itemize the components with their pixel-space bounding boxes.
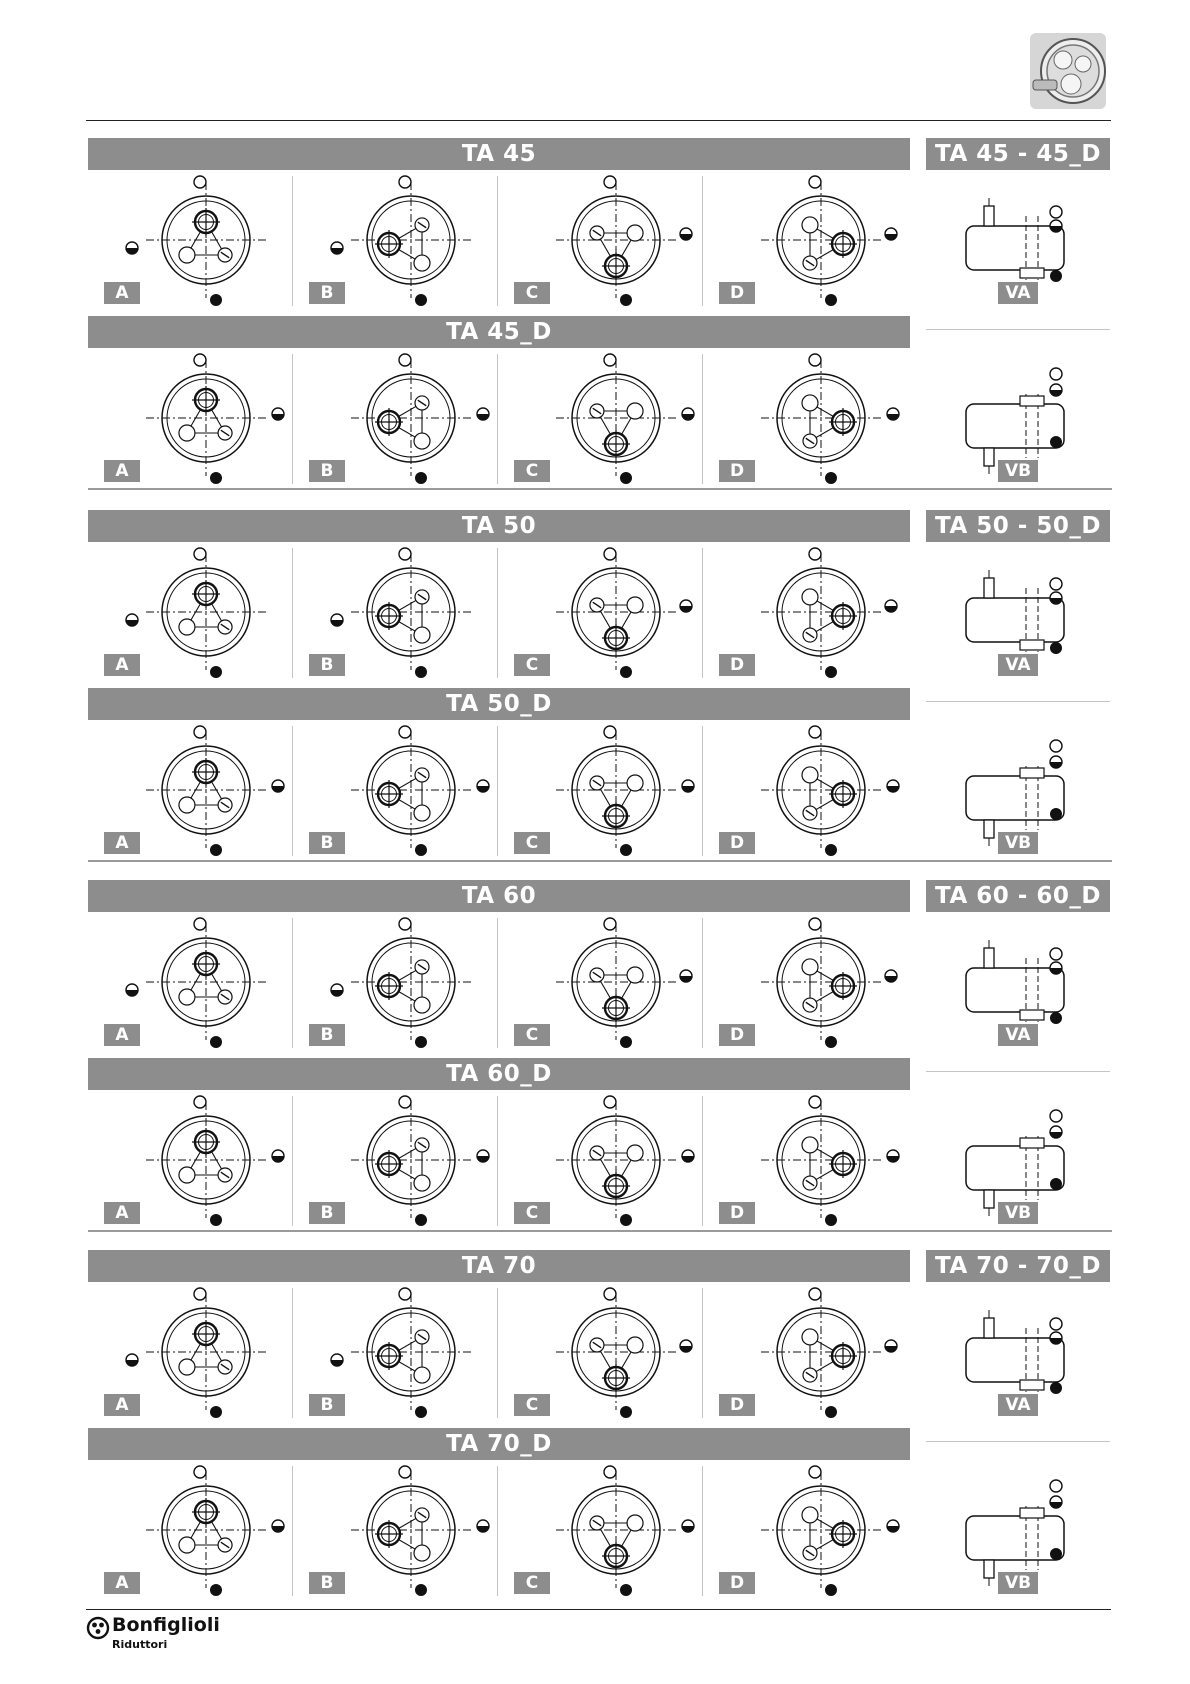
vent-plug-icon bbox=[194, 176, 206, 188]
position-badge: D bbox=[719, 1394, 755, 1416]
mounting-position-cell bbox=[88, 918, 292, 1048]
level-plug-icon bbox=[477, 1150, 489, 1162]
mounting-group bbox=[88, 138, 1112, 498]
mounting-type-badge: VA bbox=[998, 1024, 1038, 1046]
drain-plug-icon bbox=[620, 1406, 632, 1418]
mounting-position-cell bbox=[498, 1288, 702, 1418]
vent-plug-icon bbox=[399, 726, 411, 738]
mounting-position-cell bbox=[498, 726, 702, 856]
level-plug-icon bbox=[331, 242, 343, 254]
mounting-position-cell bbox=[498, 176, 702, 306]
mounting-position-cell bbox=[293, 1466, 497, 1596]
group-bottom-rule bbox=[88, 1230, 1112, 1232]
drain-plug-icon bbox=[620, 1214, 632, 1226]
level-plug-icon bbox=[1050, 384, 1062, 396]
drain-plug-icon bbox=[1050, 1012, 1062, 1024]
drain-plug-icon bbox=[210, 1584, 222, 1596]
level-plug-icon bbox=[272, 408, 284, 420]
mounting-position-cell bbox=[293, 918, 497, 1048]
level-plug-icon bbox=[331, 614, 343, 626]
vent-plug-icon bbox=[399, 548, 411, 560]
vent-plug-icon bbox=[399, 354, 411, 366]
drain-plug-icon bbox=[415, 666, 427, 678]
level-plug-icon bbox=[1050, 1332, 1062, 1344]
side-divider bbox=[926, 701, 1110, 702]
drain-plug-icon bbox=[210, 666, 222, 678]
level-plug-icon bbox=[885, 1340, 897, 1352]
drain-plug-icon bbox=[415, 1406, 427, 1418]
mounting-position-cell bbox=[293, 1096, 497, 1226]
level-plug-icon bbox=[272, 1150, 284, 1162]
drain-plug-icon bbox=[415, 1036, 427, 1048]
position-badge: B bbox=[309, 282, 345, 304]
cell-separator bbox=[702, 726, 703, 856]
vent-plug-icon bbox=[1050, 206, 1062, 218]
position-badge: C bbox=[514, 1572, 550, 1594]
level-plug-icon bbox=[887, 780, 899, 792]
cell-separator bbox=[497, 1288, 498, 1418]
position-badge: A bbox=[104, 460, 140, 482]
level-plug-icon bbox=[680, 600, 692, 612]
side-title-bar: TA 50 - 50_D bbox=[926, 510, 1110, 542]
drain-plug-icon bbox=[1050, 642, 1062, 654]
gearbox-vb-cell bbox=[926, 1096, 1110, 1226]
mounting-position-cell bbox=[293, 548, 497, 678]
level-plug-icon bbox=[126, 242, 138, 254]
side-divider bbox=[926, 329, 1110, 330]
position-badge: D bbox=[719, 1202, 755, 1224]
vent-plug-icon bbox=[809, 1466, 821, 1478]
position-badge: B bbox=[309, 460, 345, 482]
level-plug-icon bbox=[887, 408, 899, 420]
vent-plug-icon bbox=[1050, 578, 1062, 590]
drain-plug-icon bbox=[1050, 436, 1062, 448]
footer-logo bbox=[86, 1614, 256, 1658]
mounting-position-cell bbox=[498, 1096, 702, 1226]
drain-plug-icon bbox=[620, 294, 632, 306]
cell-separator bbox=[292, 726, 293, 856]
drain-plug-icon bbox=[415, 844, 427, 856]
vent-plug-icon bbox=[1050, 1480, 1062, 1492]
group-bottom-rule bbox=[88, 860, 1112, 862]
level-plug-icon bbox=[1050, 756, 1062, 768]
drain-plug-icon bbox=[210, 1214, 222, 1226]
vent-plug-icon bbox=[194, 548, 206, 560]
vent-plug-icon bbox=[809, 726, 821, 738]
mounting-position-cell bbox=[293, 176, 497, 306]
level-plug-icon bbox=[1050, 220, 1062, 232]
drain-plug-icon bbox=[1050, 1548, 1062, 1560]
section-title-bar: TA 50 bbox=[88, 510, 910, 542]
group-bottom-rule bbox=[88, 488, 1112, 490]
position-badge: A bbox=[104, 1572, 140, 1594]
mounting-position-cell bbox=[703, 1288, 907, 1418]
vent-plug-icon bbox=[194, 918, 206, 930]
vent-plug-icon bbox=[604, 726, 616, 738]
cell-separator bbox=[497, 726, 498, 856]
drain-plug-icon bbox=[620, 844, 632, 856]
position-badge: C bbox=[514, 1394, 550, 1416]
vent-plug-icon bbox=[1050, 368, 1062, 380]
mounting-position-cell bbox=[498, 1466, 702, 1596]
cell-separator bbox=[292, 1466, 293, 1596]
drain-plug-icon bbox=[210, 1036, 222, 1048]
drain-plug-icon bbox=[825, 666, 837, 678]
level-plug-icon bbox=[680, 970, 692, 982]
level-plug-icon bbox=[126, 1354, 138, 1366]
cell-separator bbox=[497, 176, 498, 306]
mounting-type-badge: VA bbox=[998, 1394, 1038, 1416]
vent-plug-icon bbox=[194, 726, 206, 738]
position-badge: B bbox=[309, 1024, 345, 1046]
mounting-type-badge: VA bbox=[998, 282, 1038, 304]
vent-plug-icon bbox=[809, 176, 821, 188]
level-plug-icon bbox=[1050, 962, 1062, 974]
gearbox-va-cell bbox=[926, 548, 1110, 678]
vent-plug-icon bbox=[809, 1096, 821, 1108]
position-badge: B bbox=[309, 654, 345, 676]
vent-plug-icon bbox=[604, 1096, 616, 1108]
drain-plug-icon bbox=[825, 1036, 837, 1048]
cell-separator bbox=[702, 918, 703, 1048]
cell-separator bbox=[497, 1466, 498, 1596]
reducer-thumbnail-icon bbox=[1027, 30, 1109, 112]
level-plug-icon bbox=[1050, 592, 1062, 604]
vent-plug-icon bbox=[194, 354, 206, 366]
level-plug-icon bbox=[682, 1520, 694, 1532]
mounting-position-cell bbox=[703, 548, 907, 678]
level-plug-icon bbox=[682, 1150, 694, 1162]
drain-plug-icon bbox=[620, 1036, 632, 1048]
drain-plug-icon bbox=[210, 1406, 222, 1418]
gearbox-vb-cell bbox=[926, 726, 1110, 856]
level-plug-icon bbox=[885, 228, 897, 240]
cell-separator bbox=[497, 354, 498, 484]
position-badge: B bbox=[309, 1394, 345, 1416]
mounting-position-cell bbox=[498, 918, 702, 1048]
vent-plug-icon bbox=[194, 1288, 206, 1300]
drain-plug-icon bbox=[620, 472, 632, 484]
brand-subtitle: Riduttori bbox=[112, 1638, 168, 1651]
vent-plug-icon bbox=[399, 176, 411, 188]
position-badge: A bbox=[104, 1024, 140, 1046]
drain-plug-icon bbox=[825, 1584, 837, 1596]
position-badge: C bbox=[514, 1024, 550, 1046]
position-badge: B bbox=[309, 1202, 345, 1224]
vent-plug-icon bbox=[604, 1288, 616, 1300]
vent-plug-icon bbox=[809, 354, 821, 366]
vent-plug-icon bbox=[604, 918, 616, 930]
position-badge: D bbox=[719, 282, 755, 304]
position-badge: A bbox=[104, 832, 140, 854]
vent-plug-icon bbox=[604, 1466, 616, 1478]
level-plug-icon bbox=[126, 614, 138, 626]
mounting-position-cell bbox=[703, 176, 907, 306]
gearbox-vb-cell bbox=[926, 1466, 1110, 1596]
vent-plug-icon bbox=[809, 548, 821, 560]
cell-separator bbox=[292, 548, 293, 678]
section-title-bar: TA 60 bbox=[88, 880, 910, 912]
gearbox-va-cell bbox=[926, 1288, 1110, 1418]
cell-separator bbox=[702, 548, 703, 678]
drain-plug-icon bbox=[1050, 1382, 1062, 1394]
level-plug-icon bbox=[126, 984, 138, 996]
vent-plug-icon bbox=[399, 1288, 411, 1300]
cell-separator bbox=[702, 176, 703, 306]
vent-plug-icon bbox=[604, 176, 616, 188]
vent-plug-icon bbox=[399, 918, 411, 930]
drain-plug-icon bbox=[1050, 1178, 1062, 1190]
section-title-bar: TA 45 bbox=[88, 138, 910, 170]
mounting-type-badge: VB bbox=[998, 1572, 1038, 1594]
header-rule bbox=[86, 120, 1111, 121]
drain-plug-icon bbox=[415, 1214, 427, 1226]
brand-name: Bonfiglioli bbox=[112, 1614, 220, 1636]
gearbox-vb-cell bbox=[926, 354, 1110, 484]
level-plug-icon bbox=[1050, 1126, 1062, 1138]
position-badge: C bbox=[514, 1202, 550, 1224]
side-title-bar: TA 45 - 45_D bbox=[926, 138, 1110, 170]
vent-plug-icon bbox=[1050, 948, 1062, 960]
gearbox-va-cell bbox=[926, 918, 1110, 1048]
drain-plug-icon bbox=[1050, 270, 1062, 282]
level-plug-icon bbox=[887, 1150, 899, 1162]
vent-plug-icon bbox=[1050, 1110, 1062, 1122]
position-badge: D bbox=[719, 832, 755, 854]
drain-plug-icon bbox=[825, 1214, 837, 1226]
cell-separator bbox=[497, 918, 498, 1048]
mounting-position-cell bbox=[88, 354, 292, 484]
cell-separator bbox=[292, 176, 293, 306]
cell-separator bbox=[292, 918, 293, 1048]
position-badge: D bbox=[719, 654, 755, 676]
position-badge: D bbox=[719, 1572, 755, 1594]
drain-plug-icon bbox=[415, 472, 427, 484]
mounting-position-cell bbox=[88, 1096, 292, 1226]
section-title-bar-d: TA 45_D bbox=[88, 316, 910, 348]
mounting-type-badge: VB bbox=[998, 460, 1038, 482]
cell-separator bbox=[702, 1466, 703, 1596]
mounting-position-cell bbox=[703, 726, 907, 856]
drain-plug-icon bbox=[825, 472, 837, 484]
position-badge: A bbox=[104, 282, 140, 304]
mounting-position-cell bbox=[703, 354, 907, 484]
mounting-position-cell bbox=[293, 726, 497, 856]
drain-plug-icon bbox=[825, 844, 837, 856]
level-plug-icon bbox=[331, 1354, 343, 1366]
mounting-position-cell bbox=[88, 726, 292, 856]
cell-separator bbox=[702, 1288, 703, 1418]
mounting-position-cell bbox=[293, 354, 497, 484]
section-title-bar: TA 70 bbox=[88, 1250, 910, 1282]
position-badge: A bbox=[104, 654, 140, 676]
position-badge: D bbox=[719, 1024, 755, 1046]
side-divider bbox=[926, 1071, 1110, 1072]
drain-plug-icon bbox=[210, 294, 222, 306]
bonfiglioli-logo-icon bbox=[86, 1616, 110, 1640]
mounting-type-badge: VB bbox=[998, 1202, 1038, 1224]
drain-plug-icon bbox=[825, 294, 837, 306]
position-badge: A bbox=[104, 1202, 140, 1224]
position-badge: C bbox=[514, 460, 550, 482]
level-plug-icon bbox=[680, 1340, 692, 1352]
level-plug-icon bbox=[477, 408, 489, 420]
side-title-bar: TA 60 - 60_D bbox=[926, 880, 1110, 912]
vent-plug-icon bbox=[1050, 1318, 1062, 1330]
vent-plug-icon bbox=[194, 1096, 206, 1108]
mounting-position-cell bbox=[703, 1466, 907, 1596]
cell-separator bbox=[497, 548, 498, 678]
position-badge: C bbox=[514, 654, 550, 676]
mounting-position-cell bbox=[88, 176, 292, 306]
level-plug-icon bbox=[682, 780, 694, 792]
level-plug-icon bbox=[887, 1520, 899, 1532]
vent-plug-icon bbox=[399, 1096, 411, 1108]
level-plug-icon bbox=[885, 600, 897, 612]
drain-plug-icon bbox=[620, 666, 632, 678]
level-plug-icon bbox=[272, 1520, 284, 1532]
drain-plug-icon bbox=[825, 1406, 837, 1418]
vent-plug-icon bbox=[604, 548, 616, 560]
drain-plug-icon bbox=[210, 844, 222, 856]
level-plug-icon bbox=[477, 780, 489, 792]
mounting-position-cell bbox=[293, 1288, 497, 1418]
mounting-group bbox=[88, 880, 1112, 1240]
mounting-group bbox=[88, 1250, 1112, 1610]
vent-plug-icon bbox=[809, 1288, 821, 1300]
level-plug-icon bbox=[682, 408, 694, 420]
mounting-position-cell bbox=[88, 548, 292, 678]
cell-separator bbox=[497, 1096, 498, 1226]
drain-plug-icon bbox=[210, 472, 222, 484]
position-badge: D bbox=[719, 460, 755, 482]
level-plug-icon bbox=[1050, 1496, 1062, 1508]
section-title-bar-d: TA 50_D bbox=[88, 688, 910, 720]
position-badge: B bbox=[309, 1572, 345, 1594]
drain-plug-icon bbox=[1050, 808, 1062, 820]
side-title-bar: TA 70 - 70_D bbox=[926, 1250, 1110, 1282]
position-badge: C bbox=[514, 832, 550, 854]
cell-separator bbox=[292, 354, 293, 484]
cell-separator bbox=[292, 1096, 293, 1226]
footer-rule bbox=[86, 1609, 1111, 1610]
cell-separator bbox=[292, 1288, 293, 1418]
position-badge: A bbox=[104, 1394, 140, 1416]
drain-plug-icon bbox=[415, 1584, 427, 1596]
mounting-position-cell bbox=[703, 1096, 907, 1226]
vent-plug-icon bbox=[604, 354, 616, 366]
level-plug-icon bbox=[680, 228, 692, 240]
vent-plug-icon bbox=[399, 1466, 411, 1478]
section-title-bar-d: TA 60_D bbox=[88, 1058, 910, 1090]
vent-plug-icon bbox=[1050, 740, 1062, 752]
drain-plug-icon bbox=[620, 1584, 632, 1596]
mounting-position-cell bbox=[498, 548, 702, 678]
position-badge: C bbox=[514, 282, 550, 304]
mounting-position-cell bbox=[498, 354, 702, 484]
level-plug-icon bbox=[331, 984, 343, 996]
side-divider bbox=[926, 1441, 1110, 1442]
vent-plug-icon bbox=[809, 918, 821, 930]
level-plug-icon bbox=[272, 780, 284, 792]
gearbox-va-cell bbox=[926, 176, 1110, 306]
cell-separator bbox=[702, 1096, 703, 1226]
level-plug-icon bbox=[885, 970, 897, 982]
mounting-type-badge: VA bbox=[998, 654, 1038, 676]
section-title-bar-d: TA 70_D bbox=[88, 1428, 910, 1460]
drain-plug-icon bbox=[415, 294, 427, 306]
mounting-position-cell bbox=[88, 1288, 292, 1418]
position-badge: B bbox=[309, 832, 345, 854]
mounting-type-badge: VB bbox=[998, 832, 1038, 854]
cell-separator bbox=[702, 354, 703, 484]
mounting-group bbox=[88, 510, 1112, 870]
mounting-position-cell bbox=[88, 1466, 292, 1596]
level-plug-icon bbox=[477, 1520, 489, 1532]
mounting-position-cell bbox=[703, 918, 907, 1048]
vent-plug-icon bbox=[194, 1466, 206, 1478]
